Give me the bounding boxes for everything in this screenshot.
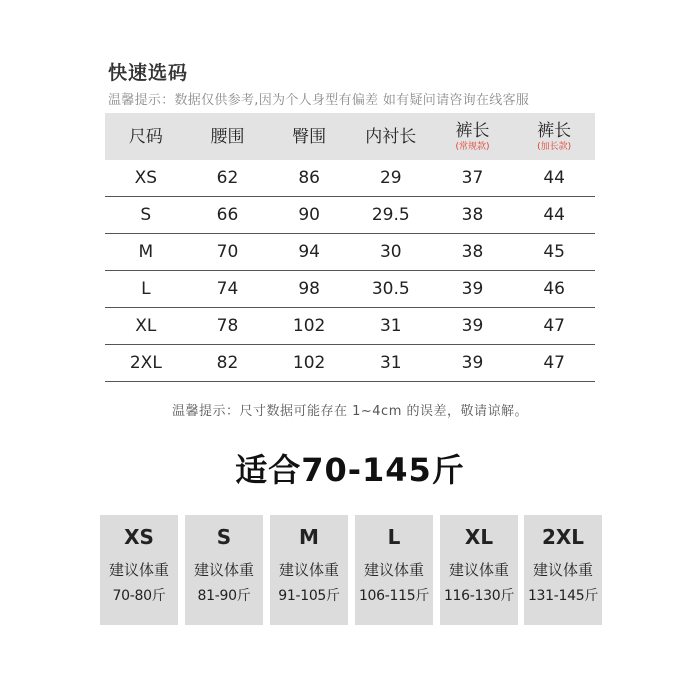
- table-cell: 47: [513, 345, 595, 382]
- page-title: 快速选码: [108, 62, 189, 84]
- fit-headline: 适合70-145斤: [235, 451, 465, 489]
- table-cell: 62: [187, 160, 269, 197]
- table-cell: 30: [350, 234, 432, 271]
- table-cell: 98: [268, 271, 350, 308]
- card-size: M: [299, 525, 319, 549]
- table-cell: 39: [432, 308, 514, 345]
- card-size: L: [387, 525, 401, 549]
- table-cell: 47: [513, 308, 595, 345]
- card-label: 建议体重: [278, 561, 339, 579]
- header-inseam: 内衬长: [350, 113, 432, 160]
- table-cell: 39: [432, 345, 514, 382]
- header-hip: 臀围: [268, 113, 350, 160]
- table-cell: 102: [268, 308, 350, 345]
- table-row: [105, 197, 595, 234]
- table-cell: 44: [513, 160, 595, 197]
- card-size: 2XL: [541, 525, 585, 549]
- table-cell: 30.5: [350, 271, 432, 308]
- card-label: 建议体重: [363, 561, 424, 579]
- table-cell: 90: [268, 197, 350, 234]
- weight-card-m: [270, 515, 348, 625]
- weight-card-s: [185, 515, 263, 625]
- tolerance-tip: 温馨提示：尺寸数据可能存在 1~4cm 的误差，敬请谅解。: [171, 404, 528, 419]
- size-table: [105, 113, 595, 382]
- table-cell: 2XL: [105, 345, 187, 382]
- table-cell: 66: [187, 197, 269, 234]
- table-cell: 39: [432, 271, 514, 308]
- reference-tip: 温馨提示：数据仅供参考,因为个人身型有偏差 如有疑问请咨询在线客服: [108, 93, 530, 108]
- table-cell: L: [105, 271, 187, 308]
- header-length-regular: 裤长 (常规款): [432, 113, 514, 160]
- header-waist: 腰围: [187, 113, 269, 160]
- card-size: XL: [464, 525, 494, 549]
- table-cell: 46: [513, 271, 595, 308]
- card-label: 建议体重: [448, 561, 509, 579]
- card-range: 106-115斤: [358, 588, 430, 604]
- card-range: 91-105斤: [278, 588, 340, 604]
- table-cell: XS: [105, 160, 187, 197]
- table-cell: 78: [187, 308, 269, 345]
- card-range: 70-80斤: [112, 588, 166, 604]
- header-sub-long: (加长款): [537, 142, 572, 152]
- table-cell: 29.5: [350, 197, 432, 234]
- table-cell: 38: [432, 197, 514, 234]
- table-cell: 38: [432, 234, 514, 271]
- table-cell: M: [105, 234, 187, 271]
- header-length-long: 裤长 (加长款): [513, 113, 595, 160]
- table-header-row: [105, 113, 595, 160]
- table-cell: 31: [350, 308, 432, 345]
- table-row: [105, 234, 595, 271]
- table-row: [105, 308, 595, 345]
- card-label: 建议体重: [193, 561, 254, 579]
- table-cell: S: [105, 197, 187, 234]
- weight-card-l: [355, 515, 433, 625]
- header-size: 尺码: [105, 113, 187, 160]
- table-row: [105, 345, 595, 382]
- card-range: 116-130斤: [443, 588, 515, 604]
- table-cell: 45: [513, 234, 595, 271]
- table-cell: XL: [105, 308, 187, 345]
- table-cell: 70: [187, 234, 269, 271]
- table-row: [105, 160, 595, 197]
- table-cell: 86: [268, 160, 350, 197]
- header-sub-regular: (常规款): [455, 142, 490, 152]
- table-cell: 31: [350, 345, 432, 382]
- card-label: 建议体重: [532, 561, 593, 579]
- table-row: [105, 271, 595, 308]
- weight-card-xl: [440, 515, 518, 625]
- card-range: 131-145斤: [527, 588, 599, 604]
- table-cell: 74: [187, 271, 269, 308]
- table-cell: 29: [350, 160, 432, 197]
- card-size: S: [216, 525, 232, 549]
- table-cell: 37: [432, 160, 514, 197]
- table-cell: 82: [187, 345, 269, 382]
- table-cell: 44: [513, 197, 595, 234]
- table-cell: 94: [268, 234, 350, 271]
- card-range: 81-90斤: [197, 588, 251, 604]
- weight-card-xs: [100, 515, 178, 625]
- table-cell: 102: [268, 345, 350, 382]
- card-label: 建议体重: [108, 561, 169, 579]
- card-size: XS: [124, 525, 154, 549]
- weight-card-2xl: [524, 515, 602, 625]
